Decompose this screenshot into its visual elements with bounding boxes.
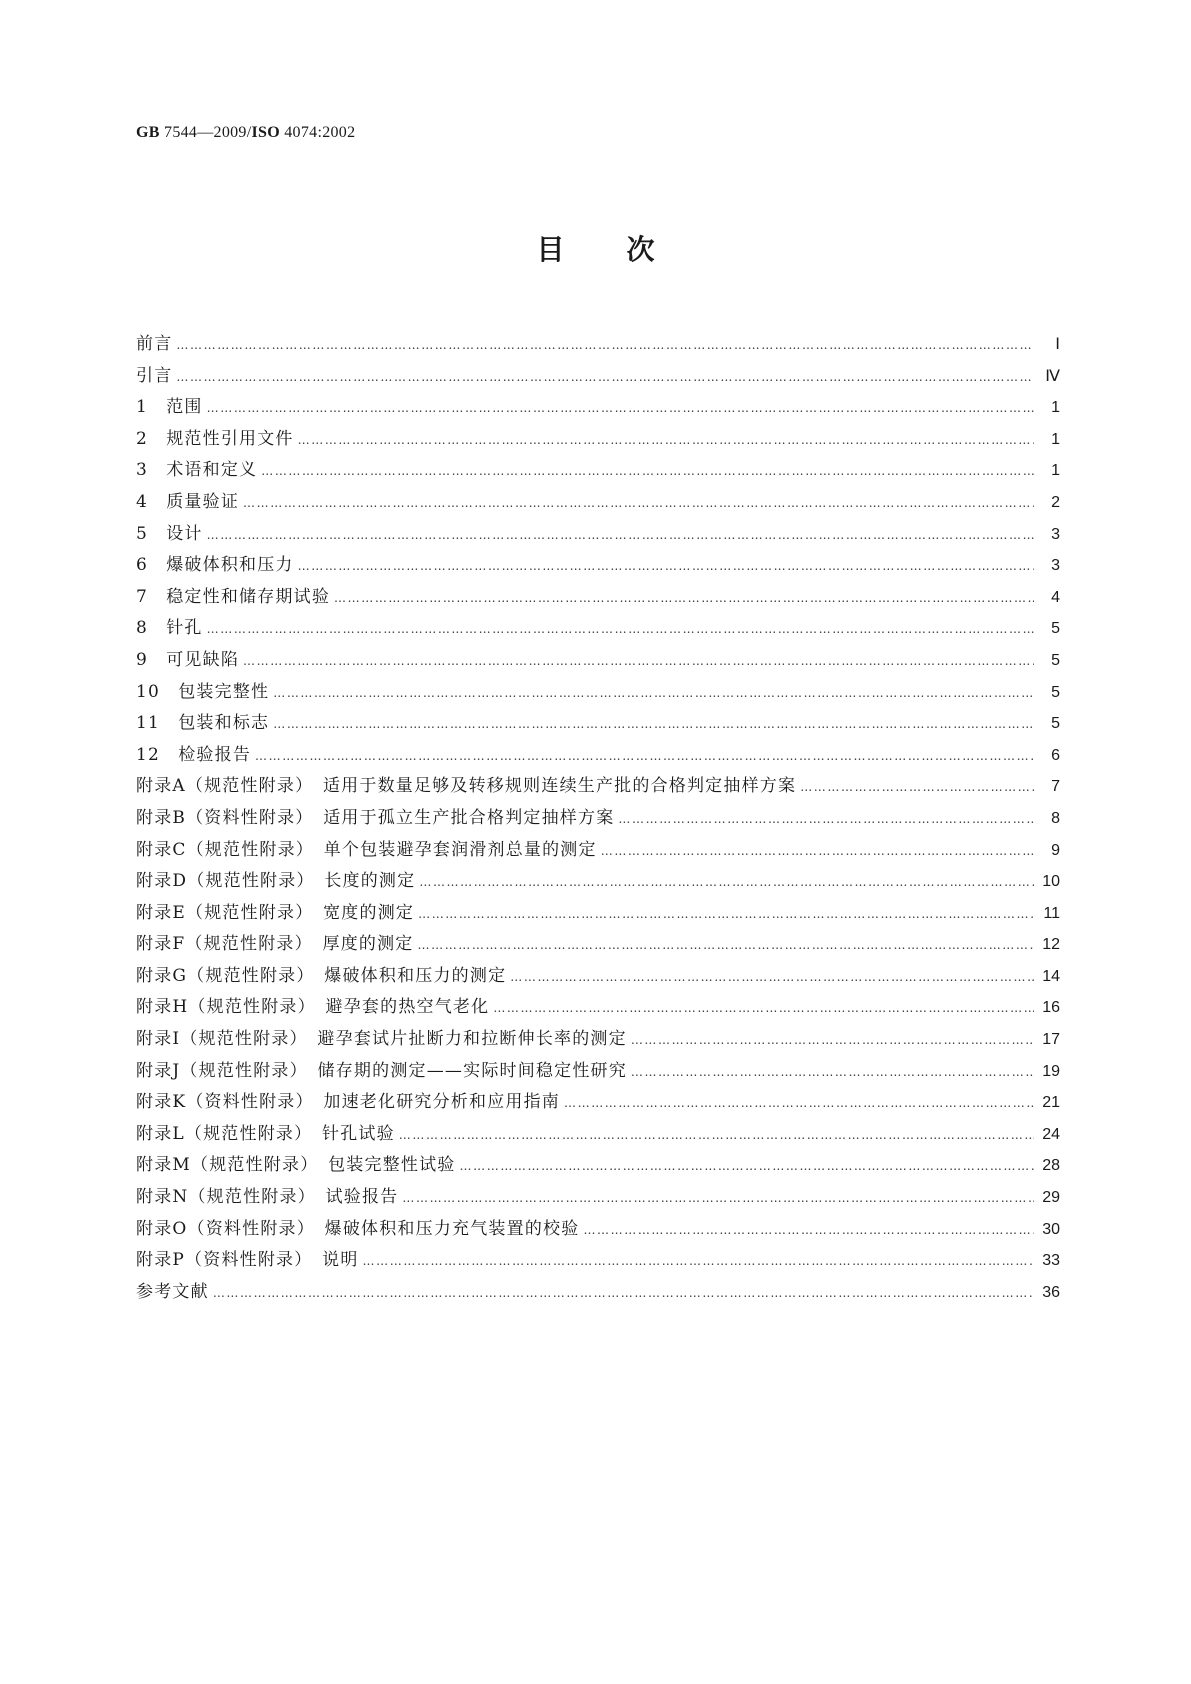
toc-entry[interactable] — [136, 961, 1060, 993]
toc-leader-dots — [618, 804, 1034, 836]
toc-entry-label: 8 针孔 — [136, 618, 203, 639]
iso-prefix: ISO — [251, 124, 280, 141]
toc-entry-label: 11 包装和标志 — [136, 713, 270, 734]
toc-entry-page: 1 — [1051, 430, 1060, 448]
toc-leader-dots — [402, 1183, 1034, 1215]
toc-entry[interactable] — [136, 1277, 1060, 1309]
page-title: 目次 — [536, 233, 717, 266]
toc-entry[interactable] — [136, 1056, 1060, 1088]
toc-entry-label: 附录F（规范性附录） 厚度的测定 — [136, 934, 414, 955]
toc-entry-label: 引言 — [136, 365, 173, 386]
standard-number: 7544—2009/ — [159, 124, 252, 141]
toc-leader-dots — [601, 836, 1034, 868]
toc-entry[interactable] — [136, 1245, 1060, 1277]
toc-leader-dots — [583, 1215, 1034, 1247]
toc-entry-page: 5 — [1051, 683, 1060, 701]
toc-entry-page: 30 — [1042, 1220, 1060, 1238]
toc-entry-page: Ⅳ — [1045, 367, 1060, 385]
toc-entry-label: 附录B（资料性附录） 适用于孤立生产批合格判定抽样方案 — [136, 807, 615, 828]
toc-entry-label: 参考文献 — [136, 1281, 209, 1302]
toc-entry-label: 5 设计 — [136, 523, 203, 544]
toc-entry[interactable] — [136, 361, 1060, 393]
toc-entry-page: 24 — [1042, 1125, 1060, 1143]
toc-entry-label: 附录O（资料性附录） 爆破体积和压力充气装置的校验 — [136, 1218, 580, 1239]
toc-entry-page: 1 — [1051, 399, 1060, 417]
toc-entry-label: 附录G（规范性附录） 爆破体积和压力的测定 — [136, 965, 507, 986]
toc-entry-page: 16 — [1042, 999, 1060, 1017]
toc-entry-page: 5 — [1051, 651, 1060, 669]
toc-entry[interactable] — [136, 455, 1060, 487]
toc-entry-label: 3 术语和定义 — [136, 460, 258, 481]
toc-entry[interactable] — [136, 866, 1060, 898]
toc-entry-page: 3 — [1051, 557, 1060, 575]
toc-entry-page: 36 — [1042, 1283, 1060, 1301]
toc-entry-page: 5 — [1051, 620, 1060, 638]
toc-entry[interactable] — [136, 803, 1060, 835]
toc-leader-dots — [363, 1246, 1034, 1278]
toc-leader-dots — [176, 330, 1034, 362]
toc-leader-dots — [418, 899, 1034, 931]
toc-entry[interactable] — [136, 645, 1060, 677]
toc-entry-label: 前言 — [136, 334, 173, 354]
toc-entry-page: 11 — [1043, 904, 1060, 922]
toc-entry[interactable] — [136, 708, 1060, 740]
toc-entry[interactable] — [136, 898, 1060, 930]
toc-entry-label: 4 质量验证 — [136, 491, 240, 512]
toc-leader-dots — [243, 646, 1034, 678]
toc-leader-dots — [261, 456, 1034, 488]
toc-entry-label: 附录P（资料性附录） 说明 — [136, 1250, 359, 1271]
toc-entry-page: 33 — [1042, 1252, 1060, 1270]
toc-leader-dots — [631, 1025, 1034, 1057]
toc-entry-label: 附录H（规范性附录） 避孕套的热空气老化 — [136, 997, 490, 1018]
toc-entry-page: 2 — [1051, 493, 1060, 511]
toc-entry-label: 附录C（规范性附录） 单个包装避孕套润滑剂总量的测定 — [136, 839, 597, 860]
toc-entry-label: 附录L（规范性附录） 针孔试验 — [136, 1123, 395, 1144]
toc-entry-page: 7 — [1051, 778, 1060, 796]
toc-leader-dots — [298, 551, 1034, 583]
toc-entry[interactable] — [136, 1150, 1060, 1182]
toc-leader-dots — [510, 962, 1034, 994]
toc-entry[interactable] — [136, 392, 1060, 424]
document-code — [136, 124, 355, 142]
toc-entry[interactable] — [136, 740, 1060, 772]
toc-leader-dots — [418, 930, 1035, 962]
toc-leader-dots — [273, 678, 1034, 710]
iso-number: 4074:2002 — [279, 124, 356, 141]
toc-entry-label: 附录I（规范性附录） 避孕套试片扯断力和拉断伸长率的测定 — [136, 1029, 627, 1050]
toc-leader-dots — [207, 393, 1034, 425]
toc-entry-label: 2 规范性引用文件 — [136, 428, 294, 449]
toc-entry-page: 4 — [1051, 588, 1060, 606]
toc-leader-dots — [419, 867, 1034, 899]
toc-entry-page: 21 — [1042, 1094, 1060, 1112]
toc-entry-page: 29 — [1042, 1189, 1060, 1207]
toc-entry-page: 19 — [1042, 1062, 1060, 1080]
toc-entry-label: 6 爆破体积和压力 — [136, 555, 294, 576]
toc-entry[interactable] — [136, 487, 1060, 519]
toc-entry-label: 附录M（规范性附录） 包装完整性试验 — [136, 1155, 456, 1176]
toc-entry-label: 7 稳定性和储存期试验 — [136, 586, 331, 607]
toc-entry[interactable] — [136, 613, 1060, 645]
toc-entry-page: Ⅰ — [1055, 336, 1060, 353]
toc-entry[interactable] — [136, 835, 1060, 867]
toc-leader-dots — [207, 520, 1034, 552]
toc-entry[interactable] — [136, 582, 1060, 614]
toc-entry-label: 附录J（规范性附录） 储存期的测定——实际时间稳定性研究 — [136, 1060, 627, 1081]
toc-entry[interactable] — [136, 1087, 1060, 1119]
toc-leader-dots — [298, 425, 1034, 457]
toc-entry-label: 附录A（规范性附录） 适用于数量足够及转移规则连续生产批的合格判定抽样方案 — [136, 776, 797, 797]
toc-entry-page: 12 — [1042, 936, 1060, 954]
toc-entry-label: 9 可见缺陷 — [136, 649, 240, 670]
toc-entry-page: 8 — [1051, 809, 1060, 827]
toc-leader-dots — [273, 709, 1034, 741]
toc-leader-dots — [564, 1088, 1034, 1120]
toc-entry[interactable] — [136, 929, 1060, 961]
toc-entry-page: 17 — [1042, 1031, 1060, 1049]
toc-leader-dots — [493, 993, 1034, 1025]
toc-entry[interactable] — [136, 1024, 1060, 1056]
toc-entry-label: 1 范围 — [136, 397, 203, 418]
toc-entry[interactable] — [136, 550, 1060, 582]
toc-entry-label: 附录N（规范性附录） 试验报告 — [136, 1187, 399, 1208]
toc-leader-dots — [213, 1278, 1034, 1310]
toc-leader-dots — [334, 583, 1034, 615]
table-of-contents — [136, 329, 1060, 1308]
toc-leader-dots — [176, 362, 1034, 394]
toc-entry[interactable] — [136, 992, 1060, 1024]
toc-entry[interactable] — [136, 771, 1060, 803]
toc-entry-page: 6 — [1051, 746, 1060, 764]
toc-entry[interactable] — [136, 1119, 1060, 1151]
standard-prefix: GB — [136, 124, 160, 141]
toc-leader-dots — [255, 741, 1034, 773]
toc-entry-page: 9 — [1051, 841, 1060, 859]
toc-entry-page: 14 — [1042, 967, 1060, 985]
toc-entry[interactable] — [136, 329, 1060, 361]
toc-entry-page: 3 — [1051, 525, 1060, 543]
toc-entry-page: 5 — [1051, 715, 1060, 733]
toc-entry-label: 附录K（资料性附录） 加速老化研究分析和应用指南 — [136, 1092, 560, 1113]
toc-entry[interactable] — [136, 677, 1060, 709]
toc-leader-dots — [207, 614, 1034, 646]
toc-entry[interactable] — [136, 1182, 1060, 1214]
toc-entry-label: 附录E（规范性附录） 宽度的测定 — [136, 902, 415, 923]
toc-entry[interactable] — [136, 424, 1060, 456]
toc-leader-dots — [460, 1151, 1034, 1183]
toc-entry-label: 12 检验报告 — [136, 744, 252, 765]
toc-entry-page: 10 — [1042, 873, 1060, 891]
toc-leader-dots — [800, 772, 1034, 804]
toc-entry[interactable] — [136, 519, 1060, 551]
toc-entry[interactable] — [136, 1214, 1060, 1246]
toc-leader-dots — [631, 1057, 1034, 1089]
toc-entry-label: 附录D（规范性附录） 长度的测定 — [136, 871, 416, 892]
toc-entry-label: 10 包装完整性 — [136, 681, 270, 702]
toc-entry-page: 28 — [1042, 1157, 1060, 1175]
toc-leader-dots — [243, 488, 1034, 520]
toc-leader-dots — [399, 1120, 1034, 1152]
toc-entry-page: 1 — [1051, 462, 1060, 480]
